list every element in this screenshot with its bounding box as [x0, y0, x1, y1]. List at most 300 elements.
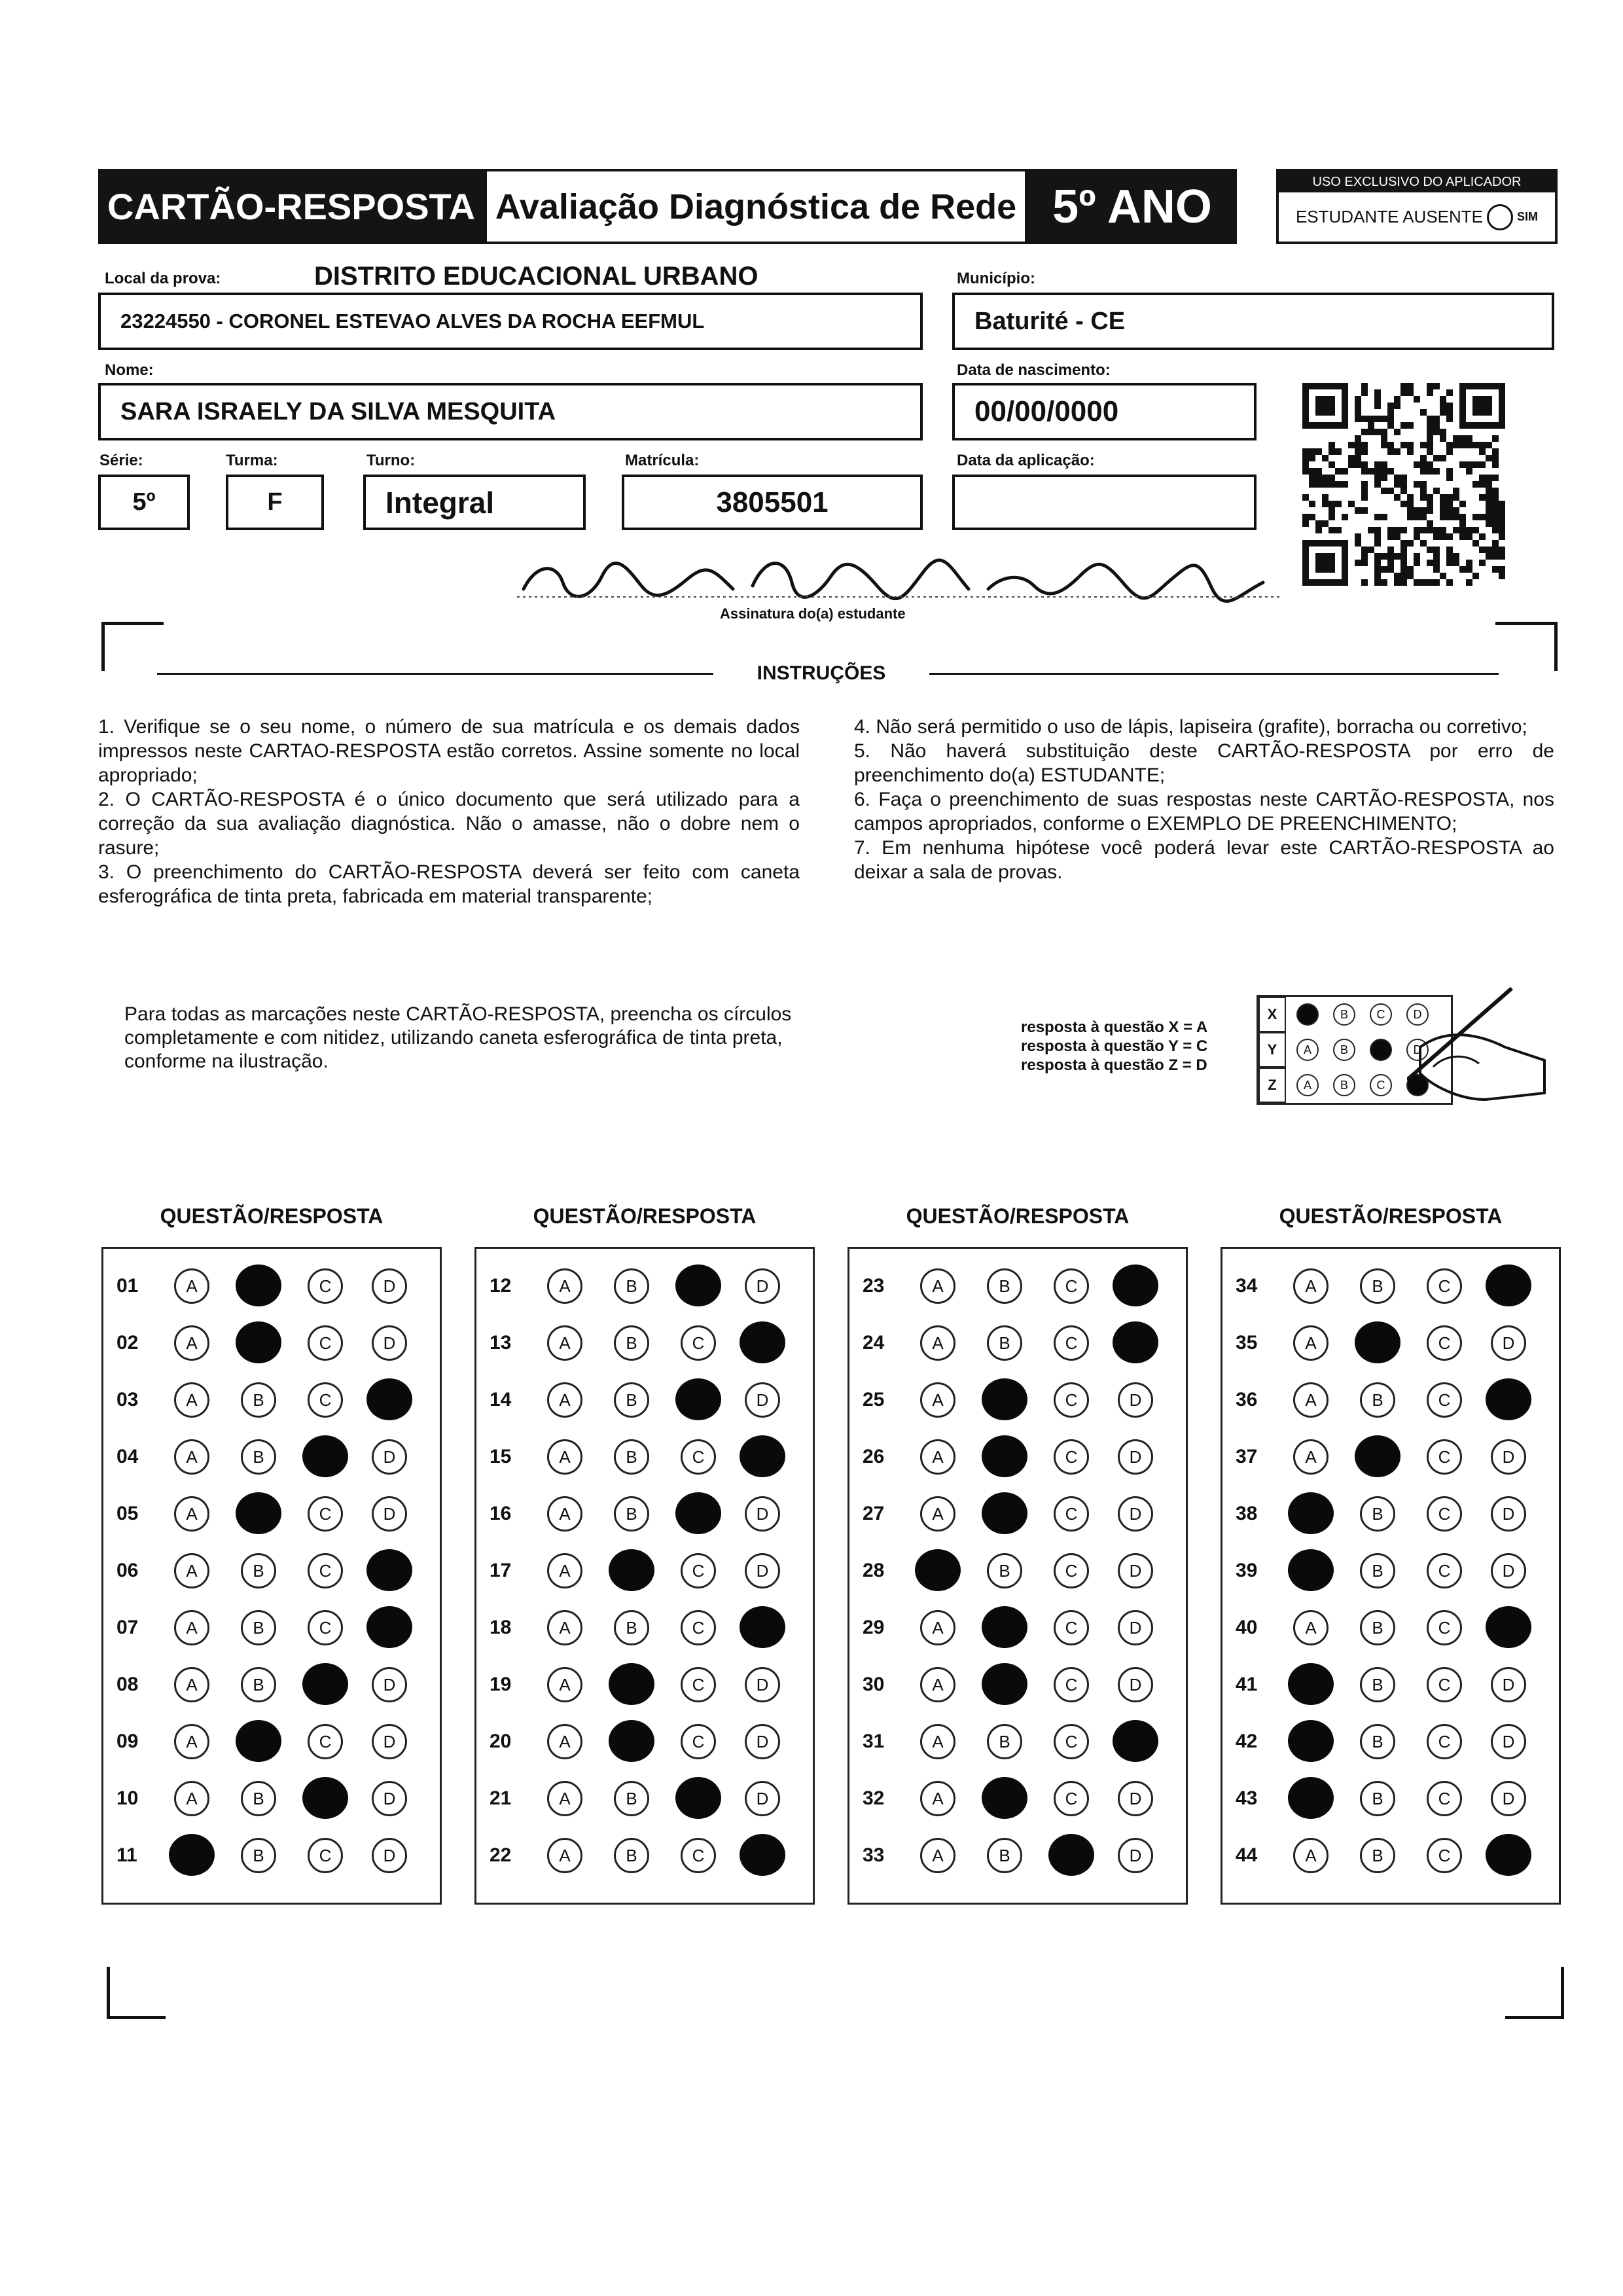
answer-bubble-a[interactable]: A: [174, 1724, 209, 1759]
answer-bubble-a[interactable]: A: [174, 1496, 209, 1532]
answer-bubble-c[interactable]: [675, 1777, 721, 1819]
answer-bubble-a[interactable]: A: [1293, 1268, 1329, 1304]
question-number: 34: [1236, 1275, 1258, 1297]
turma-label: Turma:: [226, 452, 278, 469]
answer-bubble-b[interactable]: [236, 1720, 281, 1762]
answer-bubble-c[interactable]: C: [1054, 1781, 1089, 1816]
question-number: 15: [490, 1446, 512, 1467]
example-bubble-b: B: [1333, 1074, 1355, 1096]
answer-bubble-a[interactable]: A: [547, 1781, 582, 1816]
example-bubble-d: D: [1406, 1039, 1429, 1061]
answer-bubble-d[interactable]: [366, 1549, 412, 1591]
answer-grid: [474, 1247, 815, 1905]
answer-bubble-d[interactable]: D: [372, 1325, 407, 1361]
answer-grid: [101, 1247, 442, 1905]
answer-row: [103, 1548, 440, 1594]
answer-bubble-b[interactable]: B: [987, 1838, 1022, 1873]
question-number: 42: [1236, 1731, 1258, 1752]
answer-bubble-d[interactable]: [1486, 1606, 1531, 1648]
answer-bubble-c[interactable]: C: [1427, 1610, 1462, 1645]
question-number: 02: [116, 1332, 139, 1354]
question-number: 36: [1236, 1389, 1258, 1410]
answer-row: [476, 1605, 813, 1651]
answer-row: [1222, 1605, 1559, 1651]
question-number: 23: [863, 1275, 885, 1297]
nascimento-label: Data de nascimento:: [957, 361, 1111, 379]
answer-bubble-c[interactable]: [302, 1435, 348, 1477]
answer-bubble-b[interactable]: B: [614, 1439, 649, 1475]
question-number: 11: [116, 1844, 137, 1866]
answer-bubble-d[interactable]: D: [745, 1781, 780, 1816]
answer-bubble-a[interactable]: A: [920, 1268, 955, 1304]
answer-row: [849, 1548, 1186, 1594]
answer-bubble-a[interactable]: A: [547, 1724, 582, 1759]
answer-bubble-a[interactable]: A: [174, 1439, 209, 1475]
answer-bubble-d[interactable]: D: [372, 1781, 407, 1816]
answer-row: [1222, 1548, 1559, 1594]
example-bubble-c: [1370, 1039, 1392, 1061]
question-number: 33: [863, 1844, 885, 1866]
exam-title: [484, 169, 1027, 244]
answer-bubble-d[interactable]: D: [372, 1838, 407, 1873]
answer-bubble-a[interactable]: [169, 1834, 215, 1876]
answer-row: [849, 1263, 1186, 1309]
question-number: 09: [116, 1731, 139, 1752]
question-number: 32: [863, 1787, 885, 1809]
corner-mark-top-left: [101, 622, 164, 671]
answer-bubble-a[interactable]: A: [547, 1325, 582, 1361]
answer-bubble-d[interactable]: D: [1118, 1553, 1153, 1588]
answer-bubble-c[interactable]: C: [1427, 1553, 1462, 1588]
answer-bubble-d[interactable]: D: [372, 1724, 407, 1759]
answer-row: [476, 1491, 813, 1537]
question-number: 31: [863, 1731, 885, 1752]
question-number: 41: [1236, 1674, 1258, 1695]
local-value: DISTRITO EDUCACIONAL URBANO: [314, 262, 758, 291]
answer-bubble-d[interactable]: [366, 1378, 412, 1420]
card-title: [98, 169, 484, 244]
answer-bubble-b[interactable]: B: [241, 1439, 276, 1475]
answer-bubble-b[interactable]: B: [614, 1268, 649, 1304]
answer-row: [103, 1377, 440, 1423]
answer-bubble-b[interactable]: B: [614, 1325, 649, 1361]
answer-bubble-d[interactable]: D: [1491, 1325, 1526, 1361]
answer-bubble-d[interactable]: D: [1491, 1667, 1526, 1702]
answer-bubble-d[interactable]: D: [745, 1382, 780, 1418]
answer-bubble-c[interactable]: C: [308, 1838, 343, 1873]
answer-bubble-b[interactable]: B: [1360, 1496, 1395, 1532]
answer-row: [103, 1719, 440, 1765]
answer-bubble-c[interactable]: C: [1427, 1325, 1462, 1361]
answer-bubble-a[interactable]: A: [547, 1496, 582, 1532]
question-number: 16: [490, 1503, 512, 1524]
answer-bubble-b[interactable]: B: [241, 1610, 276, 1645]
answer-bubble-a[interactable]: A: [547, 1553, 582, 1588]
answer-bubble-d[interactable]: D: [1491, 1724, 1526, 1759]
question-number: 01: [116, 1275, 139, 1297]
answer-bubble-a[interactable]: A: [547, 1838, 582, 1873]
answer-bubble-d[interactable]: D: [1491, 1496, 1526, 1532]
instruction-3: 3. O preenchimento do CARTÃO-RESPOSTA deverá ser feito com caneta esferográfica de tinta preta, fabricada em material transparente;: [98, 861, 800, 907]
answer-row: [1222, 1377, 1559, 1423]
answer-bubble-b[interactable]: B: [614, 1610, 649, 1645]
answer-row: [103, 1434, 440, 1480]
answer-bubble-a[interactable]: A: [547, 1382, 582, 1418]
question-number: 37: [1236, 1446, 1258, 1467]
answer-bubble-b[interactable]: [982, 1777, 1027, 1819]
question-number: 28: [863, 1560, 885, 1581]
answer-bubble-c[interactable]: C: [308, 1268, 343, 1304]
answer-bubble-a[interactable]: A: [920, 1724, 955, 1759]
answer-row: [1222, 1833, 1559, 1878]
answer-bubble-a[interactable]: A: [174, 1667, 209, 1702]
signature-scribble: [517, 550, 1289, 609]
answer-row: [1222, 1719, 1559, 1765]
answer-bubble-b[interactable]: B: [1360, 1553, 1395, 1588]
answer-bubble-d[interactable]: D: [1118, 1781, 1153, 1816]
answer-bubble-c[interactable]: C: [1427, 1838, 1462, 1873]
answer-bubble-c[interactable]: C: [1054, 1667, 1089, 1702]
answer-bubble-d[interactable]: D: [745, 1553, 780, 1588]
exam-title-text: Avaliação Diagnóstica de Rede: [495, 187, 1017, 226]
answer-bubble-c[interactable]: C: [1427, 1667, 1462, 1702]
answer-bubble-d[interactable]: D: [745, 1724, 780, 1759]
answer-bubble-c[interactable]: C: [308, 1496, 343, 1532]
answer-bubble-c[interactable]: C: [1054, 1724, 1089, 1759]
answer-bubble-a[interactable]: A: [547, 1268, 582, 1304]
aplicador-label: USO EXCLUSIVO DO APLICADOR: [1279, 171, 1555, 192]
instruction-6: 6. Faça o preenchimento de suas respostas neste CARTÃO-RESPOSTA, nos campos apropriados, conforme o EXEMPLO DE PREENCHIMENTO;: [854, 789, 1554, 834]
answer-row: [476, 1377, 813, 1423]
answer-bubble-a[interactable]: A: [174, 1325, 209, 1361]
question-number: 39: [1236, 1560, 1258, 1581]
answer-bubble-d[interactable]: D: [1118, 1439, 1153, 1475]
answer-bubble-a[interactable]: A: [1293, 1838, 1329, 1873]
turno-field: [363, 475, 586, 530]
absent-bubble[interactable]: [1487, 204, 1513, 230]
answer-row: [849, 1320, 1186, 1366]
answer-row: [103, 1776, 440, 1821]
question-number: 21: [490, 1787, 512, 1809]
answer-bubble-c[interactable]: [302, 1777, 348, 1819]
answer-bubble-c[interactable]: C: [1054, 1325, 1089, 1361]
qr-code-image: [1302, 383, 1505, 586]
answer-bubble-d[interactable]: D: [1491, 1553, 1526, 1588]
answer-bubble-d[interactable]: [1486, 1378, 1531, 1420]
answer-row: [476, 1263, 813, 1309]
answer-bubble-d[interactable]: D: [1118, 1496, 1153, 1532]
question-number: 19: [490, 1674, 512, 1695]
answer-bubble-a[interactable]: A: [174, 1610, 209, 1645]
example-line-y: resposta à questão Y = C: [1021, 1037, 1208, 1055]
answer-row: [103, 1605, 440, 1651]
answer-bubble-a[interactable]: A: [174, 1268, 209, 1304]
answer-bubble-b[interactable]: [236, 1265, 281, 1306]
municipio-field: [952, 293, 1554, 350]
answer-bubble-b[interactable]: [982, 1378, 1027, 1420]
answer-bubble-c[interactable]: [675, 1492, 721, 1534]
answer-bubble-b[interactable]: B: [1360, 1724, 1395, 1759]
answer-bubble-d[interactable]: D: [1118, 1667, 1153, 1702]
answer-bubble-a[interactable]: A: [920, 1382, 955, 1418]
answer-bubble-c[interactable]: [675, 1265, 721, 1306]
answer-bubble-b[interactable]: B: [241, 1781, 276, 1816]
answer-bubble-b[interactable]: B: [1360, 1610, 1395, 1645]
answer-bubble-c[interactable]: C: [1054, 1610, 1089, 1645]
answer-bubble-c[interactable]: C: [308, 1325, 343, 1361]
answer-bubble-c[interactable]: [302, 1663, 348, 1705]
answer-row: [1222, 1320, 1559, 1366]
corner-mark-top-right: [1495, 622, 1558, 671]
answer-bubble-a[interactable]: A: [1293, 1382, 1329, 1418]
question-number: 25: [863, 1389, 885, 1410]
answer-grid: [1221, 1247, 1561, 1905]
answer-bubble-c[interactable]: C: [681, 1610, 716, 1645]
question-number: 10: [116, 1787, 139, 1809]
answer-bubble-d[interactable]: D: [372, 1268, 407, 1304]
answer-bubble-a[interactable]: [1288, 1777, 1334, 1819]
answer-bubble-b[interactable]: [236, 1321, 281, 1363]
nascimento-value: 00/00/0000: [974, 395, 1119, 427]
answer-bubble-a[interactable]: [1288, 1663, 1334, 1705]
example-row-label: X: [1258, 997, 1286, 1032]
question-number: 26: [863, 1446, 885, 1467]
example-line-x: resposta à questão X = A: [1021, 1018, 1208, 1036]
answer-bubble-c[interactable]: C: [1427, 1496, 1462, 1532]
answer-bubble-d[interactable]: [1486, 1265, 1531, 1306]
answer-row: [103, 1833, 440, 1878]
local-label: Local da prova:: [105, 270, 221, 287]
answer-bubble-d[interactable]: D: [372, 1496, 407, 1532]
answer-bubble-b[interactable]: B: [614, 1496, 649, 1532]
answer-bubble-a[interactable]: A: [174, 1781, 209, 1816]
answer-bubble-d[interactable]: [1113, 1265, 1158, 1306]
answer-row: [476, 1548, 813, 1594]
answer-bubble-b[interactable]: B: [987, 1553, 1022, 1588]
answer-row: [849, 1491, 1186, 1537]
answer-bubble-b[interactable]: [982, 1606, 1027, 1648]
answer-bubble-b[interactable]: [1355, 1321, 1400, 1363]
nascimento-field: [952, 383, 1257, 440]
answer-bubble-c[interactable]: C: [308, 1382, 343, 1418]
answer-bubble-d[interactable]: D: [1491, 1439, 1526, 1475]
question-number: 43: [1236, 1787, 1258, 1809]
answer-bubble-c[interactable]: [1048, 1834, 1094, 1876]
answer-bubble-b[interactable]: B: [987, 1724, 1022, 1759]
municipio-value: Baturité - CE: [974, 307, 1126, 335]
answer-row: [476, 1719, 813, 1765]
aplicacao-field: [952, 475, 1257, 530]
answer-row: [849, 1605, 1186, 1651]
qr-code: [1302, 383, 1505, 586]
answer-bubble-b[interactable]: B: [987, 1325, 1022, 1361]
example-bubble-a: A: [1296, 1039, 1319, 1061]
answer-bubble-a[interactable]: A: [1293, 1610, 1329, 1645]
answer-bubble-d[interactable]: D: [745, 1268, 780, 1304]
absent-label: ESTUDANTE AUSENTE: [1295, 207, 1484, 226]
aplicacao-label: Data da aplicação:: [957, 452, 1095, 469]
answer-bubble-c[interactable]: C: [308, 1553, 343, 1588]
answer-row: [1222, 1434, 1559, 1480]
answer-bubble-c[interactable]: C: [1054, 1382, 1089, 1418]
turno-value: Integral: [385, 485, 495, 520]
question-number: 24: [863, 1332, 885, 1354]
answer-bubble-d[interactable]: D: [1118, 1610, 1153, 1645]
answer-bubble-c[interactable]: C: [1054, 1553, 1089, 1588]
answer-bubble-a[interactable]: [1288, 1720, 1334, 1762]
answer-bubble-c[interactable]: C: [1054, 1439, 1089, 1475]
answer-bubble-c[interactable]: C: [681, 1325, 716, 1361]
answer-bubble-b[interactable]: [236, 1492, 281, 1534]
answer-bubble-a[interactable]: A: [547, 1610, 582, 1645]
question-number: 38: [1236, 1503, 1258, 1524]
matricula-label: Matrícula:: [625, 452, 700, 469]
answer-bubble-c[interactable]: C: [1054, 1268, 1089, 1304]
answer-bubble-c[interactable]: [675, 1378, 721, 1420]
answer-bubble-d[interactable]: D: [372, 1667, 407, 1702]
answer-bubble-b[interactable]: B: [241, 1838, 276, 1873]
answer-bubble-d[interactable]: [740, 1435, 785, 1477]
instruction-4: 4. Não será permitido o uso de lápis, lapiseira (grafite), borracha ou corretivo;: [854, 716, 1527, 738]
answer-bubble-b[interactable]: B: [614, 1781, 649, 1816]
answer-bubble-a[interactable]: A: [1293, 1325, 1329, 1361]
question-number: 20: [490, 1731, 512, 1752]
answer-bubble-b[interactable]: B: [987, 1268, 1022, 1304]
instructions-title: INSTRUÇÕES: [757, 662, 886, 684]
question-number: 07: [116, 1617, 139, 1638]
corner-mark-bottom-right: [1505, 1967, 1564, 2019]
answer-bubble-b[interactable]: B: [241, 1667, 276, 1702]
answer-bubble-c[interactable]: C: [681, 1667, 716, 1702]
answer-bubble-d[interactable]: D: [745, 1496, 780, 1532]
answer-bubble-a[interactable]: A: [547, 1667, 582, 1702]
answer-bubble-a[interactable]: A: [920, 1439, 955, 1475]
answer-row: [849, 1833, 1186, 1878]
grid-heading: QUESTÃO/RESPOSTA: [160, 1204, 383, 1228]
answer-bubble-c[interactable]: C: [1427, 1724, 1462, 1759]
answer-bubble-d[interactable]: D: [372, 1439, 407, 1475]
answer-bubble-c[interactable]: C: [681, 1724, 716, 1759]
answer-bubble-b[interactable]: [609, 1663, 654, 1705]
answer-bubble-d[interactable]: D: [745, 1667, 780, 1702]
answer-bubble-d[interactable]: D: [1491, 1781, 1526, 1816]
answer-bubble-a[interactable]: A: [174, 1382, 209, 1418]
answer-bubble-a[interactable]: A: [920, 1838, 955, 1873]
example-bubble-a: [1296, 1003, 1319, 1026]
answer-row: [849, 1434, 1186, 1480]
question-number: 03: [116, 1389, 139, 1410]
answer-bubble-b[interactable]: B: [1360, 1781, 1395, 1816]
answer-bubble-b[interactable]: B: [241, 1553, 276, 1588]
grid-heading: QUESTÃO/RESPOSTA: [533, 1204, 757, 1228]
example-bubble-c: C: [1370, 1003, 1392, 1026]
answer-bubble-c[interactable]: C: [681, 1553, 716, 1588]
answer-bubble-b[interactable]: B: [1360, 1268, 1395, 1304]
answer-bubble-a[interactable]: A: [174, 1553, 209, 1588]
answer-bubble-c[interactable]: C: [681, 1838, 716, 1873]
answer-bubble-d[interactable]: D: [1118, 1382, 1153, 1418]
answer-bubble-d[interactable]: [1113, 1720, 1158, 1762]
instructions-left: [98, 715, 800, 908]
answer-bubble-b[interactable]: [609, 1549, 654, 1591]
turma-value: F: [267, 488, 283, 516]
answer-bubble-a[interactable]: A: [920, 1610, 955, 1645]
absent-option: SIM: [1517, 210, 1539, 223]
answer-bubble-b[interactable]: [609, 1720, 654, 1762]
answer-bubble-a[interactable]: A: [920, 1325, 955, 1361]
answer-bubble-d[interactable]: [1486, 1834, 1531, 1876]
answer-bubble-a[interactable]: A: [920, 1667, 955, 1702]
answer-row: [103, 1491, 440, 1537]
answer-bubble-b[interactable]: [982, 1492, 1027, 1534]
nome-field: [98, 383, 923, 440]
answer-bubble-c[interactable]: C: [1427, 1268, 1462, 1304]
answer-bubble-c[interactable]: C: [1427, 1781, 1462, 1816]
answer-bubble-c[interactable]: C: [308, 1610, 343, 1645]
serie-label: Série:: [99, 452, 143, 469]
aplicador-box: [1276, 169, 1558, 244]
question-number: 08: [116, 1674, 139, 1695]
answer-bubble-d[interactable]: [1113, 1321, 1158, 1363]
answer-bubble-c[interactable]: C: [308, 1724, 343, 1759]
question-number: 17: [490, 1560, 512, 1581]
answer-bubble-d[interactable]: [366, 1606, 412, 1648]
answer-bubble-c[interactable]: C: [681, 1439, 716, 1475]
answer-bubble-d[interactable]: [740, 1834, 785, 1876]
nome-label: Nome:: [105, 361, 154, 379]
answer-bubble-b[interactable]: [1355, 1435, 1400, 1477]
question-number: 18: [490, 1617, 512, 1638]
answer-bubble-a[interactable]: [915, 1549, 961, 1591]
answer-bubble-d[interactable]: D: [1118, 1838, 1153, 1873]
answer-bubble-b[interactable]: [982, 1663, 1027, 1705]
answer-bubble-b[interactable]: B: [1360, 1838, 1395, 1873]
school-field: [98, 293, 923, 350]
answer-row: [103, 1320, 440, 1366]
answer-row: [849, 1662, 1186, 1708]
answer-bubble-d[interactable]: [740, 1606, 785, 1648]
answer-bubble-a[interactable]: [1288, 1492, 1334, 1534]
card-title-text: CARTÃO-RESPOSTA: [107, 186, 476, 227]
answer-bubble-b[interactable]: B: [1360, 1667, 1395, 1702]
question-number: 40: [1236, 1617, 1258, 1638]
answer-bubble-c[interactable]: C: [1054, 1496, 1089, 1532]
answer-bubble-b[interactable]: B: [614, 1382, 649, 1418]
answer-bubble-b[interactable]: [982, 1435, 1027, 1477]
example-bubble-a: A: [1296, 1074, 1319, 1096]
question-number: 22: [490, 1844, 512, 1866]
instructions-right: [854, 715, 1554, 884]
answer-bubble-d[interactable]: [740, 1321, 785, 1363]
answer-bubble-a[interactable]: A: [920, 1496, 955, 1532]
example-bubble-c: C: [1370, 1074, 1392, 1096]
answer-bubble-c[interactable]: C: [1427, 1439, 1462, 1475]
answer-row: [1222, 1491, 1559, 1537]
answer-bubble-b[interactable]: B: [614, 1838, 649, 1873]
answer-bubble-c[interactable]: C: [1427, 1382, 1462, 1418]
answer-bubble-a[interactable]: [1288, 1549, 1334, 1591]
answer-bubble-a[interactable]: A: [1293, 1439, 1329, 1475]
question-number: 29: [863, 1617, 885, 1638]
instruction-1: 1. Verifique se o seu nome, o número de sua matrícula e os demais dados impressos neste CARTAO-RESPOSTA estão corretos. Assine somente no local apropriado;: [98, 716, 800, 786]
answer-bubble-b[interactable]: B: [241, 1382, 276, 1418]
answer-bubble-b[interactable]: B: [1360, 1382, 1395, 1418]
instructions-rule-left: [157, 673, 713, 675]
question-number: 12: [490, 1275, 512, 1297]
answer-bubble-a[interactable]: A: [920, 1781, 955, 1816]
answer-bubble-a[interactable]: A: [547, 1439, 582, 1475]
answer-row: [476, 1434, 813, 1480]
